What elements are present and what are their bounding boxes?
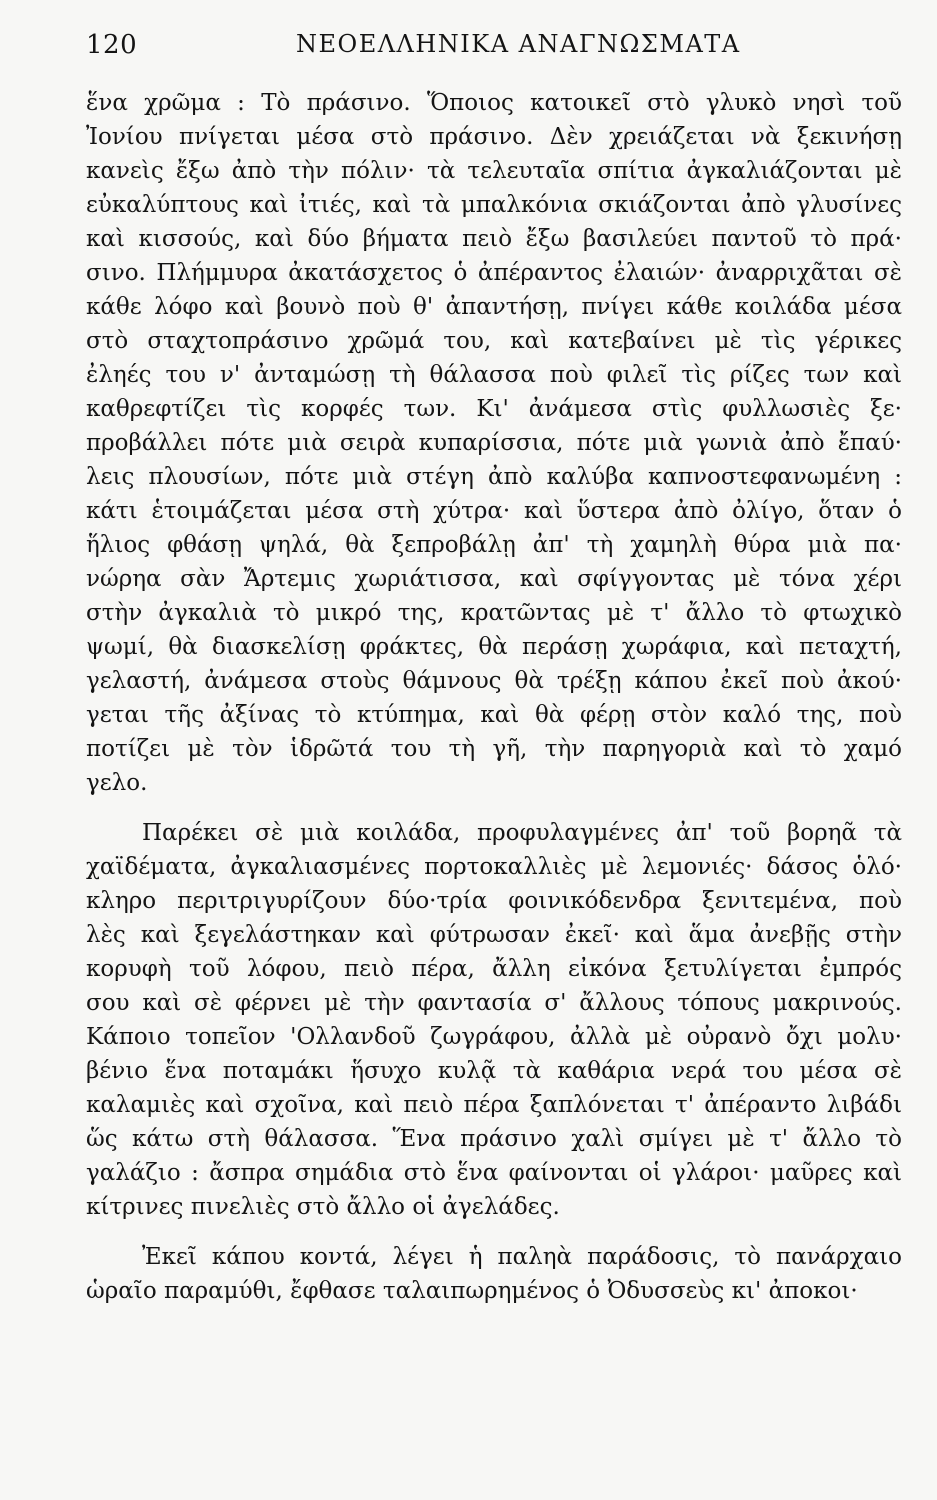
text-line: στὴν ἀγκαλιὰ τὸ μικρό της, κρατῶντας μὲ τ' ἄλλο τὸ φτωχικὸ [86,600,902,626]
text-line: χαϊδέματα, ἀγκαλιασμένες πορτοκαλλιὲς μὲ λεμονιές· δάσος ὁλό· [86,854,902,880]
paragraph [86,86,902,800]
text-line: κίτρινες πινελιὲς στὸ ἄλλο οἱ ἀγελάδες. [86,1194,560,1220]
paragraph [86,1240,902,1308]
paragraph [86,816,902,1224]
text-line: Κάποιο τοπεῖον 'Ολλανδοῦ ζωγράφου, ἀλλὰ μὲ οὐρανὸ ὄχι μολυ· [86,1024,902,1050]
text-line: ποτίζει μὲ τὸν ἱδρῶτά του τὴ γῆ, τὴν παρηγοριὰ καὶ τὸ χαμό [86,736,902,762]
text-line: γελο. [86,770,148,796]
text-line: σου καὶ σὲ φέρνει μὲ τὴν φαντασία σ' ἄλλους τόπους μακρινούς. [86,990,902,1016]
text-line: ἥλιος φθάσῃ ψηλά, θὰ ξεπροβάλῃ ἀπ' τὴ χαμηλὴ θύρα μιὰ πα· [86,532,902,558]
text-line: γελαστή, ἀνάμεσα στοὺς θάμνους θὰ τρέξῃ κάπου ἐκεῖ ποὺ ἀκού· [86,668,902,694]
text-line: γεται τῆς ἀξίνας τὸ κτύπημα, καὶ θὰ φέρῃ στὸν καλό της, ποὺ [86,702,902,728]
text-line: κανεὶς ἔξω ἀπὸ τὴν πόλιν· τὰ τελευταῖα σπίτια ἀγκαλιάζονται μὲ [86,158,902,184]
text-line: στὸ σταχτοπράσινο χρῶμά του, καὶ κατεβαίνει μὲ τὶς γέρικες [86,328,902,354]
paragraph-gap [86,800,902,816]
body-text [86,86,902,1308]
text-line: λὲς καὶ ξεγελάστηκαν καὶ φύτρωσαν ἐκεῖ· καὶ ἅμα ἀνεβῇς στὴν [86,922,902,948]
text-line: σινο. Πλήμμυρα ἀκατάσχετος ὁ ἀπέραντος ἐλαιών· ἀναρριχᾶται σὲ [86,260,902,286]
text-line: καθρεφτίζει τὶς κορφές των. Κι' ἀνάμεσα στὶς φυλλωσιὲς ξε· [86,396,902,422]
text-line: Ἰονίου πνίγεται μέσα στὸ πράσινο. Δὲν χρειάζεται νὰ ξεκινήσῃ [86,124,902,150]
text-line: Ἐκεῖ κάπου κοντά, λέγει ἡ παληὰ παράδοσις, τὸ πανάρχαιο [142,1244,902,1270]
text-line: γαλάζιο : ἄσπρα σημάδια στὸ ἕνα φαίνονται οἱ γλάροι· μαῦρες καὶ [86,1160,902,1186]
text-line: ἕνα χρῶμα : Τὸ πράσινο. Ὅποιος κατοικεῖ στὸ γλυκὸ νησὶ τοῦ [86,90,902,116]
text-line: ὡραῖο παραμύθι, ἔφθασε ταλαιπωρημένος ὁ Ὀδυσσεὺς κι' ἀποκοι· [86,1278,858,1304]
page-header [86,30,901,64]
text-line: κορυφὴ τοῦ λόφου, πειὸ πέρα, ἄλλη εἰκόνα ξετυλίγεται ἐμπρός [86,956,902,982]
text-line: νώρηα σὰν Ἄρτεμις χωριάτισσα, καὶ σφίγγοντας μὲ τόνα χέρι [86,566,902,592]
text-line: Παρέκει σὲ μιὰ κοιλάδα, προφυλαγμένες ἀπ' τοῦ βορηᾶ τὰ [142,820,902,846]
text-line: εὐκαλύπτους καὶ ἰτιές, καὶ τὰ μπαλκόνια σκιάζονται ἀπὸ γλυσίνες [86,192,902,218]
paragraph-gap [86,1224,902,1240]
text-line: καλαμιὲς καὶ σχοῖνα, καὶ πειὸ πέρα ξαπλόνεται τ' ἀπέραντο λιβάδι [86,1092,902,1118]
text-line: καὶ κισσούς, καὶ δύο βήματα πειὸ ἔξω βασιλεύει παντοῦ τὸ πρά· [86,226,902,252]
page-number: 120 [86,30,138,60]
text-line: λεις πλουσίων, πότε μιὰ στέγη ἀπὸ καλύβα καπνοστεφανωμένη : [86,464,902,490]
text-line: κληρο περιτριγυρίζουν δύο·τρία φοινικόδενδρα ξενιτεμένα, ποὺ [86,888,902,914]
text-line: βένιο ἕνα ποταμάκι ἥσυχο κυλᾷ τὰ καθάρια νερά του μέσα σὲ [86,1058,902,1084]
text-line: ἐληές του ν' ἀνταμώσῃ τὴ θάλασσα ποὺ φιλεῖ τὶς ρίζες των καὶ [86,362,902,388]
text-line: ψωμί, θὰ διασκελίσῃ φράκτες, θὰ περάσῃ χωράφια, καὶ πεταχτή, [86,634,902,660]
text-line: προβάλλει πότε μιὰ σειρὰ κυπαρίσσια, πότε μιὰ γωνιὰ ἀπὸ ἔπαύ· [86,430,902,456]
text-line: ὥς κάτω στὴ θάλασσα. Ἕνα πράσινο χαλὶ σμίγει μὲ τ' ἄλλο τὸ [86,1126,902,1152]
running-title: ΝΕΟΕΛΛΗΝΙΚΑ ΑΝΑΓΝΩΣΜΑΤΑ [296,30,741,58]
text-line: κάθε λόφο καὶ βουνὸ ποὺ θ' ἀπαντήσῃ, πνίγει κάθε κοιλάδα μέσα [86,294,902,320]
text-line: κάτι ἑτοιμάζεται μέσα στὴ χύτρα· καὶ ὕστερα ἀπὸ ὀλίγο, ὅταν ὁ [86,498,902,524]
